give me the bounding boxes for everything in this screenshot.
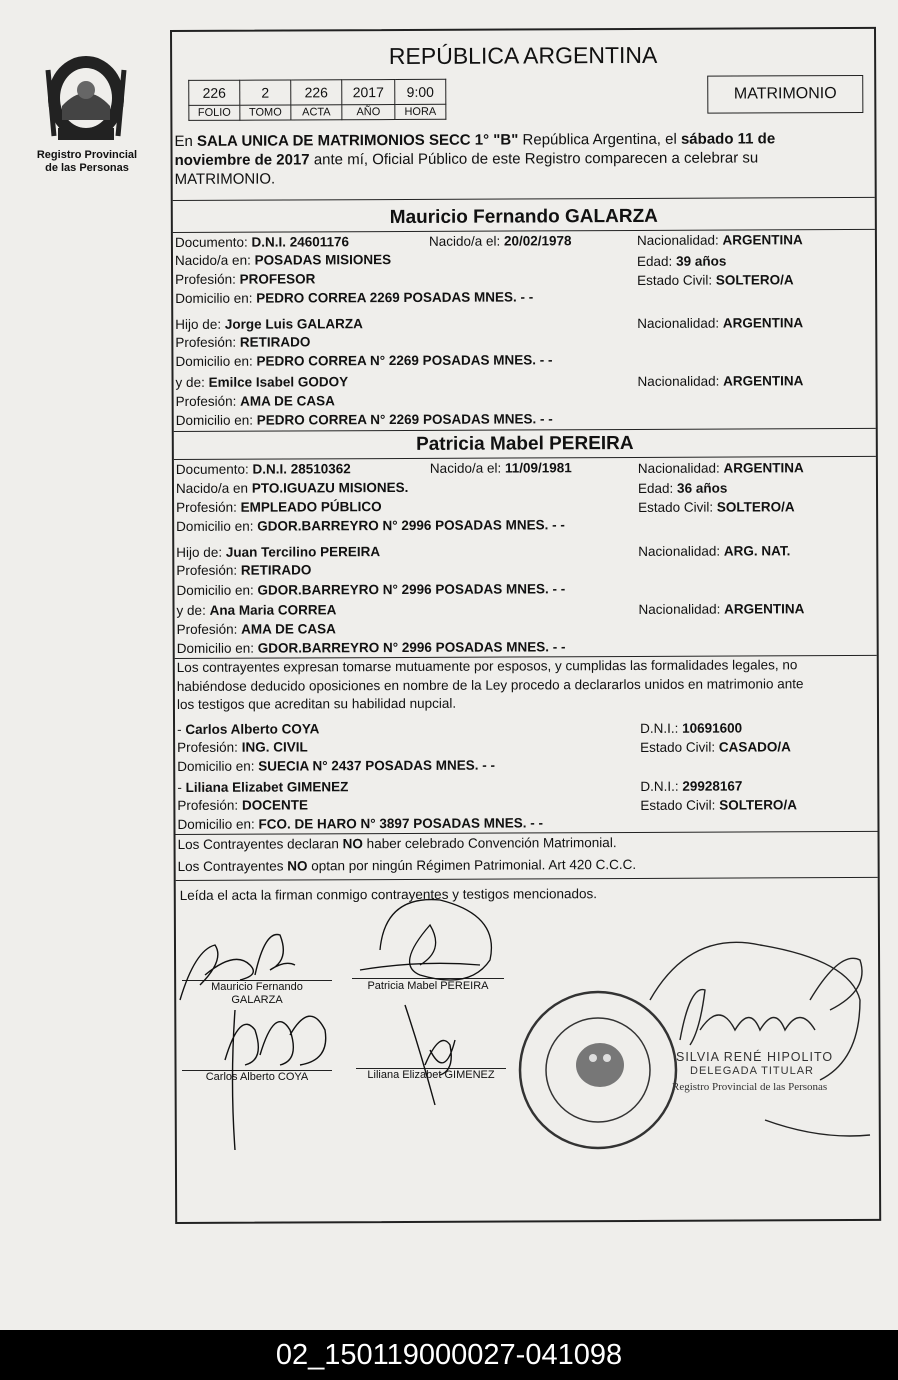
hora-label: HORA [395,104,446,119]
hora-value: 9:00 [395,79,446,104]
spouse1-nat: ARGENTINA [722,232,803,248]
signatures-intro: Leída el acta la firman conmigo contrayentes y testigos mencionados. [179,886,598,903]
country-title: REPÚBLICA ARGENTINA [388,41,658,70]
acta-label: ACTA [291,105,342,120]
spouse2-mother-addr: GDOR.BARREYRO N° 2996 POSADAS MNES. - - [257,639,566,656]
spouse1-civil: SOLTERO/A [715,272,794,288]
intro-text: En [174,132,198,150]
spouse2-age: 36 años [677,480,728,496]
witness1-prof: ING. CIVIL [241,739,308,755]
signature-name: Mauricio Fernando [211,981,303,993]
official-name: SILVIA RENÉ HIPOLITO [676,1050,834,1064]
signature-surname: GALARZA [231,994,283,1006]
intro-text: ante mí, Oficial Público de este Registro comparecen a celebrar su [309,149,759,169]
field-label: Domicilio en: [176,582,258,598]
intro-place: SALA UNICA DE MATRIMONIOS SECC 1° "B" [196,131,519,150]
spouse2-father-prof: RETIRADO [240,562,312,578]
field-label: Nacionalidad: [636,232,723,248]
signature-label-spouse2: Patricia Mabel PEREIRA [367,980,489,992]
regime-text: Los Contrayentes declaran [177,836,343,852]
witness1-civil: CASADO/A [718,739,791,755]
declaration-line3: los testigos que acreditan su habilidad nupcial. [176,695,457,712]
spouse2-father: Juan Tercilino PEREIRA [225,544,381,560]
field-label: Profesión: [176,621,242,637]
witness1-name: Carlos Alberto COYA [185,721,320,737]
intro-text: MATRIMONIO. [174,170,276,188]
acta-value: 226 [291,80,342,105]
field-label: Profesión: [175,393,241,409]
record-type-box: MATRIMONIO [707,75,863,114]
field-label: Domicilio en: [177,758,259,774]
field-label: Nacionalidad: [638,543,724,559]
field-label: Domicilio en: [175,353,257,369]
spouse1-father-nat: ARGENTINA [722,315,804,331]
regime-text: optan por ningún Régimen Patrimonial. Art 420 C.C.C. [307,856,637,874]
spouse1-name: Mauricio Fernando GALARZA [389,205,658,229]
spouse1-father: Jorge Luis GALARZA [224,316,363,332]
field-label: D.N.I.: [640,778,683,794]
field-label: Hijo de: [176,544,226,560]
declaration-line1: Los contrayentes expresan tomarse mutuamente por esposos, y cumplidas las formalidades legales, no [176,657,798,675]
witness2-dni: 29928167 [682,778,743,794]
field-label: Profesión: [175,271,240,287]
field-label: Documento: [175,461,253,477]
field-label: Domicilio en: [176,518,258,534]
regime-text: haber celebrado Convención Matrimonial. [362,835,617,852]
spouse1-addr: PEDRO CORREA 2269 POSADAS MNES. - - [256,289,534,306]
official-role: DELEGADA TITULAR [690,1065,814,1077]
spouse2-father-nat: ARG. NAT. [723,543,791,559]
field-label: Profesión: [176,562,241,578]
intro-date: sábado 11 de [680,130,776,148]
spouse2-name: Patricia Mabel PEREIRA [415,432,634,455]
spouse1-age: 39 años [676,253,727,269]
field-label: Nacionalidad: [637,460,724,476]
spouse1-born: 20/02/1978 [503,233,572,249]
witness1-dni: 10691600 [682,720,743,736]
field-label: Estado Civil: [640,797,720,813]
spouse1-mother-addr: PEDRO CORREA N° 2269 POSADAS MNES. - - [256,411,553,428]
spouse1-doc: D.N.I. 24601176 [251,234,350,250]
field-label: Nacido/a en [175,480,252,496]
field-label: Nacido/a en: [174,252,255,268]
spouse1-mother: Emilce Isabel GODOY [208,374,349,390]
signature-label-witness1: Carlos Alberto COYA [205,1071,309,1083]
field-label: Profesión: [177,797,242,813]
document-code-bar: 02_150119000027-041098 [0,1330,898,1380]
regime-text: Los Contrayentes [177,858,288,874]
intro-date: noviembre de 2017 [174,151,310,169]
spouse2-mother: Ana Maria CORREA [209,602,337,618]
official-org: Registro Provincial de las Personas [672,1081,828,1093]
spouse2-birthplace: PTO.IGUAZU MISIONES. [251,479,409,496]
anio-value: 2017 [342,80,395,105]
tomo-label: TOMO [240,105,291,120]
field-label: Profesión: [177,739,242,755]
field-label: Domicilio en: [177,816,259,832]
spouse1-father-addr: PEDRO CORREA N° 2269 POSADAS MNES. - - [256,352,553,369]
spouse1-prof: PROFESOR [239,271,316,287]
field-label: Nacido/a el: [428,233,505,249]
spouse2-born: 11/09/1981 [504,460,572,476]
bullet: - [177,721,186,737]
regime-no: NO [342,836,363,852]
field-label: Estado Civil: [637,272,716,288]
witness2-prof: DOCENTE [241,797,308,813]
field-label: y de: [176,602,210,618]
spouse2-doc: D.N.I. 28510362 [252,461,351,477]
field-label: Nacionalidad: [637,315,723,331]
registry-caption-line2: de las Personas [45,162,129,174]
folio-value: 226 [189,80,240,105]
field-label: Estado Civil: [640,739,719,755]
field-label: Nacionalidad: [638,601,725,617]
folio-label: FOLIO [189,105,240,120]
signature-label-witness2: Liliana Elizabet GIMENEZ [367,1069,495,1081]
field-label: Nacido/a el: [429,460,505,476]
witness2-addr: FCO. DE HARO N° 3897 POSADAS MNES. - - [258,815,543,832]
field-label: y de: [175,374,209,390]
spouse1-mother-prof: AMA DE CASA [240,393,335,409]
spouse2-civil: SOLTERO/A [716,499,795,515]
anio-label: AÑO [342,105,395,120]
regime-no: NO [287,858,308,874]
field-label: Edad: [637,480,678,496]
spouse1-mother-nat: ARGENTINA [723,373,804,389]
field-label: Hijo de: [175,316,225,332]
spouse2-mother-prof: AMA DE CASA [241,621,336,637]
field-label: Domicilio en: [176,640,258,656]
tomo-value: 2 [240,80,291,105]
field-label: Nacionalidad: [637,373,724,389]
field-label: Domicilio en: [175,290,257,306]
spouse1-father-prof: RETIRADO [239,334,311,350]
spouse2-addr: GDOR.BARREYRO N° 2996 POSADAS MNES. - - [257,517,565,534]
spouse1-birthplace: POSADAS MISIONES [254,252,392,268]
field-label: Edad: [636,253,677,269]
field-label: D.N.I.: [640,720,683,736]
spouse2-father-addr: GDOR.BARREYRO N° 2996 POSADAS MNES. - - [257,581,566,598]
witness1-addr: SUECIA N° 2437 POSADAS MNES. - - [258,757,495,774]
bullet: - [177,779,186,795]
spouse2-nat: ARGENTINA [723,460,804,476]
spouse2-prof: EMPLEADO PÚBLICO [240,499,382,515]
intro-text: República Argentina, el [518,130,681,149]
field-label: Profesión: [175,334,240,350]
declaration-line2: habiéndose deducido oposiciones en nombre de la Ley procedo a declararlos unidos en matrimonio ante [176,676,804,694]
spouse2-mother-nat: ARGENTINA [724,601,805,617]
registry-caption-line1: Registro Provincial [36,149,138,161]
field-label: Domicilio en: [175,412,257,428]
field-label: Documento: [174,234,252,250]
witness2-civil: SOLTERO/A [719,797,797,813]
witness2-name: Liliana Elizabet GIMENEZ [185,779,349,795]
field-label: Estado Civil: [638,499,717,515]
field-label: Profesión: [176,499,241,515]
